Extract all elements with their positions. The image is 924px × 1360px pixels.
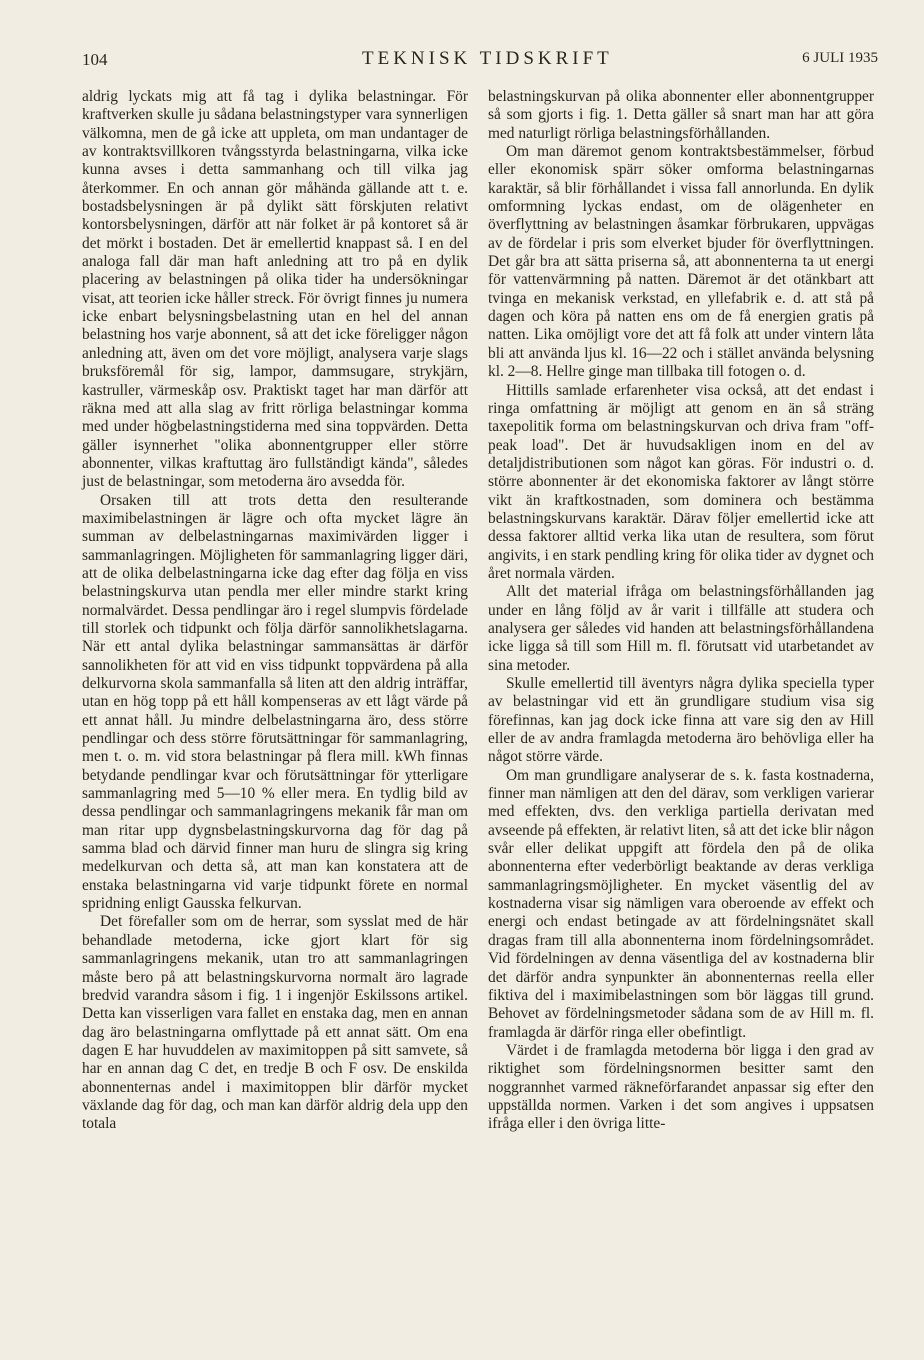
right-column (488, 88, 874, 1134)
paragraph: Värdet i de framlagda metoderna bör ligga i den grad av riktighet som fördelningsnormen besitter samt den noggrannhet varmed räkneförfarandet anpassar sig efter den uppställda normen. Varken i det som angives i uppsatsen ifråga eller i den övriga litte- (488, 1041, 874, 1133)
issue-date: 6 JULI 1935 (802, 50, 878, 66)
running-header (82, 44, 878, 74)
paragraph: Om man grundligare analyserar de s. k. fasta kostnaderna, finner man nämligen att den del därav, som verkligen varierar med effekten, dvs. den verkliga partiella derivatan med avseende på effekten, är relativt liten, så att det icke blir någon svår eller delikat uppgift att fördela den på de olika abonnenterna efter vederbörligt beaktande av deras verkliga sammanlagringsmöjligheter. En mycket väsentlig del av kostnaderna visar sig nämligen vara oberoende av effekt och energi och endast betingade av att fördelningsnätet skall dragas fram till alla abonnenterna inom fördelningsområdet. Vid fördelningen av denna väsentliga del av kostnaderna blir det därför andra synpunkter än abonnenternas reella eller fiktiva del i maximibelastningen som bör läggas till grund. Behovet av fördelningsmetoder sådana som de av Hill m. fl. framlagda är därför ringa eller obefintligt. (488, 766, 874, 1041)
paragraph: belastningskurvan på olika abonnenter eller abonnentgrupper så som gjorts i fig. 1. Detta gäller så snart man har att göra med naturligt rörliga belastningsförhållanden. (488, 88, 874, 142)
paragraph: Orsaken till att trots detta den resulterande maximibelastningen är lägre och ofta mycket lägre än summan av delbelastningarnas maximivärden ligger i sammanlagringen. Möjligheten för sammanlagring ligger däri, att de olika delbelastningarna icke dag efter dag följa en viss belastningskurva utan pendla mer eller mindre starkt kring normalvärdet. Dessa pendlingar äro i regel slumpvis fördelade till storlek och tidpunkt och följa därför sannolikhetslagarna. När ett antal dylika belastningar sammansättas är därför sannolikheten för att vid en viss tidpunkt toppvärdena på alla delkurvorna skola sammanfalla så liten att den aldrig inträffar, utan en hög topp på ett håll kompenseras av ett lågt värde på ett annat håll. Ju mindre delbelastningarna äro, dess större pendlingar och dess större förutsättningar för sammanlagring, men t. o. m. vid stora belastningar på flera mill. kWh finnas betydande pendlingar kvar och förutsättningar för ytterligare sammanlagring med 5—10 % eller mera. En tydlig bild av dessa pendlingar och sammanlagringens mekanik får man om man ritar upp dygnsbelastningskurvorna dag för dag på samma blad och därvid finner man huru de slingra sig kring medelkurvan och detta så, att man kan konstatera att de enstaka belastningarna vid varje tidpunkt förete en normal spridning enligt Gausska felkurvan. (82, 491, 468, 913)
paragraph: aldrig lyckats mig att få tag i dylika belastningar. För kraftverken skulle ju sådana belastningstyper vara synnerligen välkomna, men de gå icke att uppleta, om man undantager de av kontraktsvillkoren tvångsstyrda belastningarna, vilka icke kunna avses i detta sammanhang och till vilka jag återkommer. En och annan gör måhända gällande att t. e. bostadsbelysningen är på dylikt sätt förskjuten relativt kontorsbelysningen, därför att när folket är på kontoret så är det mörkt i bostaden. Det är emellertid knappast så. I en del analoga fall där man haft anledning att tro på en dylik placering av belastningen på olika tider ha undersökningar visat, att teorien icke håller streck. För övrigt finnes ju numera icke enbart belysningsbelastning utan en hel del annan belastning hos varje abonnent, så att det icke föreligger någon anledning att, även om det vore möjligt, analysera varje slags bruksföremål för sig, lampor, dammsugare, strykjärn, kastruller, värmeskåp osv. Praktiskt taget har man därför att räkna med att alla slag av fritt rörliga belastningar komma med under högbelastningstiderna med sina toppvärden. Detta gäller isynnerhet "olika abonnentgrupper eller större abonnenter, vilkas kraftuttag äro fullständigt kända", således just de belastningar, som metoderna äro avsedda för. (82, 88, 468, 491)
journal-title: TEKNISK TIDSKRIFT (362, 48, 613, 69)
paragraph: Skulle emellertid till äventyrs några dylika speciella typer av belastningar vid ett än grundligare studium visa sig förefinnas, kan jag dock icke finna att vare sig den av Hill eller de av andra framlagda metoderna äro behövliga eller ha något större värde. (488, 675, 874, 766)
paragraph: Om man däremot genom kontraktsbestämmelser, förbud eller ekonomisk spärr söker omforma belastningarnas karaktär, så blir förhållandet i vissa fall annorlunda. En dylik omformning lyckas endast, om de olägenheter en överflyttning av belastningen åsamkar förbrukaren, uppvägas av de fördelar i pris som elverket bjuder för överflyttningen. Det går bra att sätta priserna så, att abonnenterna ta ut energi för vattenvärmning på natten. Däremot är det otänkbart att tvinga en mekanisk verkstad, en yllefabrik e. d. att stå på dagen och köra på natten ens om de få energien gratis på natten. Lika omöjligt vore det att få folk att under vintern låta bli att använda ljus kl. 16—22 och i stället använda belysning kl. 2—8. Hellre ginge man tillbaka till fotogen o. d. (488, 143, 874, 381)
paragraph: Hittills samlade erfarenheter visa också, att det endast i ringa omfattning är möjligt att genom en än så sträng taxepolitik forma om belastningskurvan och driva fram "off-peak load". Det är huvudsakligen inom en del av detaljdistributionen som något kan göras. För industri o. d. större abonnenter är det ekonomiska faktorer av långt större vikt än kraftkostnaden, som dominera och bestämma belastningskurvans karaktär. Därav följer emellertid icke att dessa faktorer alltid verka lika utan de resultera, som förut angivits, i en stark pendling kring för olika tider av dygnet och året normala värden. (488, 381, 874, 582)
paragraph: Allt det material ifråga om belastningsförhållanden jag under en lång följd av år varit i tillfälle att studera och analysera ger således vid handen att belastningsförhållandena icke ligga så till som Hill m. fl. förutsatt vid utarbetandet av sina metoder. (488, 583, 874, 674)
paragraph: Det förefaller som om de herrar, som sysslat med de här behandlade metoderna, icke gjort klart för sig sammanlagringens mekanik, utan tro att sammanlagringen måste bero på att belastningskurvorna normalt äro lagrade bredvid varandra såsom i fig. 1 i ingenjör Eskilssons artikel. Detta kan visserligen vara fallet en enstaka dag, men en annan dag äro belastningarna omflyttade på ett annat sätt. Om ena dagen E har huvuddelen av maximitoppen på sitt samvete, så har en annan dag C det, en tredje B och F osv. De enskilda abonnenternas andel i maximitoppen blir därför mycket växlande dag för dag, och man kan därför aldrig dela upp den totala (82, 913, 468, 1133)
left-column (82, 88, 468, 1134)
page-number: 104 (82, 50, 108, 69)
